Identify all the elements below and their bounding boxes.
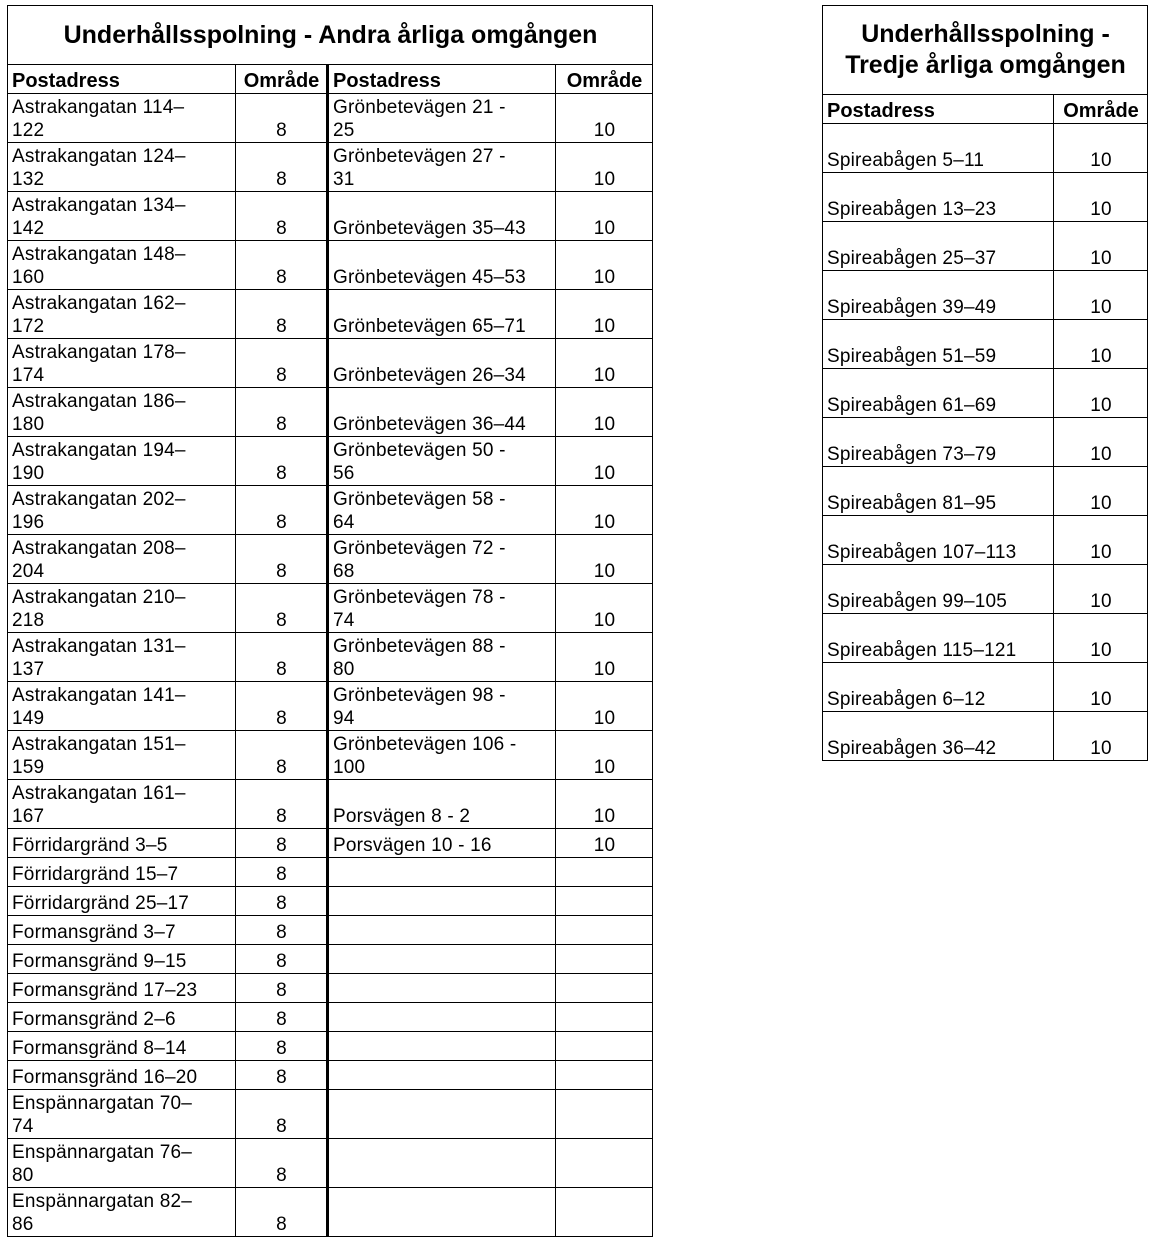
address-cell: Enspännargatan 70– 74 (8, 1090, 236, 1139)
address-cell: Spireabågen 99–105 (823, 565, 1054, 614)
address-cell: Förridargränd 15–7 (8, 858, 236, 887)
address-cell: Grönbetevägen 106 - 100 (328, 731, 556, 780)
area-cell: 10 (556, 437, 653, 486)
area-cell: 10 (556, 731, 653, 780)
address-cell: Astrakangatan 194– 190 (8, 437, 236, 486)
table-row (823, 467, 1148, 516)
area-cell: 8 (236, 94, 328, 143)
tredje-title-line2: Tredje årliga omgången (845, 51, 1126, 79)
area-cell: 10 (1054, 271, 1148, 320)
table-row (823, 271, 1148, 320)
address-cell: Porsvägen 8 - 2 (328, 780, 556, 829)
address-cell: Enspännargatan 76– 80 (8, 1139, 236, 1188)
address-cell: Grönbetevägen 78 - 74 (328, 584, 556, 633)
table-row (8, 486, 653, 535)
table-row (823, 712, 1148, 761)
area-cell: 10 (1054, 222, 1148, 271)
empty-cell (328, 1032, 556, 1061)
area-cell: 8 (236, 192, 328, 241)
table-row (8, 829, 653, 858)
area-cell: 10 (1054, 467, 1148, 516)
area-cell: 10 (1054, 369, 1148, 418)
table-row (823, 173, 1148, 222)
empty-cell (556, 1032, 653, 1061)
address-cell: Formansgränd 16–20 (8, 1061, 236, 1090)
empty-cell (328, 1139, 556, 1188)
table-row (8, 143, 653, 192)
area-cell: 8 (236, 535, 328, 584)
table-row (8, 1003, 653, 1032)
empty-cell (556, 887, 653, 916)
tredje-col-area: Område (1054, 95, 1148, 124)
empty-cell (328, 1188, 556, 1237)
address-cell: Astrakangatan 208– 204 (8, 535, 236, 584)
table-row (8, 731, 653, 780)
table-row (823, 418, 1148, 467)
empty-cell (556, 1061, 653, 1090)
table-row (823, 320, 1148, 369)
andra-col-address-right: Postadress (328, 65, 556, 94)
empty-cell (556, 945, 653, 974)
address-cell: Grönbetevägen 35–43 (328, 192, 556, 241)
address-cell: Astrakangatan 131– 137 (8, 633, 236, 682)
empty-cell (556, 1090, 653, 1139)
address-cell: Spireabågen 107–113 (823, 516, 1054, 565)
table-row (823, 565, 1148, 614)
address-cell: Grönbetevägen 45–53 (328, 241, 556, 290)
address-cell: Astrakangatan 186– 180 (8, 388, 236, 437)
area-cell: 8 (236, 633, 328, 682)
address-cell: Spireabågen 39–49 (823, 271, 1054, 320)
address-cell: Astrakangatan 151– 159 (8, 731, 236, 780)
area-cell: 8 (236, 1090, 328, 1139)
address-cell: Formansgränd 8–14 (8, 1032, 236, 1061)
address-cell: Spireabågen 81–95 (823, 467, 1054, 516)
table-row (823, 663, 1148, 712)
empty-cell (328, 1090, 556, 1139)
empty-cell (556, 1003, 653, 1032)
address-cell: Grönbetevägen 21 - 25 (328, 94, 556, 143)
address-cell: Grönbetevägen 88 - 80 (328, 633, 556, 682)
andra-col-area-right: Område (556, 65, 653, 94)
address-cell: Astrakangatan 141– 149 (8, 682, 236, 731)
area-cell: 10 (1054, 320, 1148, 369)
area-cell: 8 (236, 584, 328, 633)
address-cell: Formansgränd 9–15 (8, 945, 236, 974)
address-cell: Grönbetevägen 98 - 94 (328, 682, 556, 731)
table-row (8, 584, 653, 633)
area-cell: 8 (236, 731, 328, 780)
address-cell: Förridargränd 3–5 (8, 829, 236, 858)
area-cell: 10 (556, 388, 653, 437)
address-cell: Astrakangatan 162– 172 (8, 290, 236, 339)
table-row (8, 339, 653, 388)
address-cell: Formansgränd 2–6 (8, 1003, 236, 1032)
table-row (8, 633, 653, 682)
empty-cell (556, 974, 653, 1003)
empty-cell (328, 1061, 556, 1090)
address-cell: Grönbetevägen 65–71 (328, 290, 556, 339)
area-cell: 10 (556, 290, 653, 339)
address-cell: Grönbetevägen 58 - 64 (328, 486, 556, 535)
table-row (823, 222, 1148, 271)
address-cell: Spireabågen 5–11 (823, 124, 1054, 173)
address-cell: Spireabågen 73–79 (823, 418, 1054, 467)
area-cell: 10 (556, 486, 653, 535)
andra-table-title: Underhållsspolning - Andra årliga omgången (8, 6, 653, 65)
area-cell: 10 (556, 143, 653, 192)
area-cell: 8 (236, 858, 328, 887)
area-cell: 10 (1054, 516, 1148, 565)
table-row (8, 437, 653, 486)
empty-cell (556, 858, 653, 887)
address-cell: Spireabågen 6–12 (823, 663, 1054, 712)
area-cell: 10 (1054, 418, 1148, 467)
area-cell: 10 (556, 192, 653, 241)
table-row (8, 94, 653, 143)
table-row (8, 535, 653, 584)
area-cell: 8 (236, 339, 328, 388)
andra-table-body (8, 94, 653, 1237)
address-cell: Grönbetevägen 36–44 (328, 388, 556, 437)
address-cell: Astrakangatan 210– 218 (8, 584, 236, 633)
empty-cell (328, 858, 556, 887)
area-cell: 10 (556, 241, 653, 290)
address-cell: Astrakangatan 178– 174 (8, 339, 236, 388)
andra-col-address-left: Postadress (8, 65, 236, 94)
area-cell: 8 (236, 1139, 328, 1188)
table-row (8, 1061, 653, 1090)
empty-cell (328, 974, 556, 1003)
area-cell: 8 (236, 1061, 328, 1090)
address-cell: Grönbetevägen 27 - 31 (328, 143, 556, 192)
address-cell: Astrakangatan 202– 196 (8, 486, 236, 535)
table-row (8, 887, 653, 916)
address-cell: Grönbetevägen 72 - 68 (328, 535, 556, 584)
table-row (8, 974, 653, 1003)
table-row (8, 1090, 653, 1139)
area-cell: 10 (556, 682, 653, 731)
table-row (8, 290, 653, 339)
table-row (823, 614, 1148, 663)
area-cell: 8 (236, 780, 328, 829)
area-cell: 8 (236, 486, 328, 535)
area-cell: 10 (556, 94, 653, 143)
address-cell: Porsvägen 10 - 16 (328, 829, 556, 858)
address-cell: Enspännargatan 82– 86 (8, 1188, 236, 1237)
address-cell: Spireabågen 61–69 (823, 369, 1054, 418)
area-cell: 10 (1054, 124, 1148, 173)
area-cell: 10 (1054, 173, 1148, 222)
area-cell: 10 (1054, 614, 1148, 663)
table-row (8, 1139, 653, 1188)
tredje-table-title (823, 6, 1148, 95)
address-cell: Spireabågen 25–37 (823, 222, 1054, 271)
table-row (8, 192, 653, 241)
table-row (8, 916, 653, 945)
table-row (8, 388, 653, 437)
area-cell: 10 (556, 829, 653, 858)
empty-cell (556, 1188, 653, 1237)
andra-omgangen-table (7, 5, 653, 1237)
area-cell: 8 (236, 143, 328, 192)
table-row (823, 369, 1148, 418)
address-cell: Astrakangatan 134– 142 (8, 192, 236, 241)
empty-cell (328, 887, 556, 916)
table-row (8, 945, 653, 974)
address-cell: Astrakangatan 161– 167 (8, 780, 236, 829)
area-cell: 8 (236, 437, 328, 486)
table-row (8, 858, 653, 887)
address-cell: Förridargränd 25–17 (8, 887, 236, 916)
table-row (8, 241, 653, 290)
area-cell: 8 (236, 682, 328, 731)
area-cell: 10 (1054, 712, 1148, 761)
address-cell: Grönbetevägen 50 - 56 (328, 437, 556, 486)
area-cell: 10 (1054, 663, 1148, 712)
area-cell: 8 (236, 916, 328, 945)
address-cell: Spireabågen 13–23 (823, 173, 1054, 222)
address-cell: Astrakangatan 148– 160 (8, 241, 236, 290)
address-cell: Spireabågen 51–59 (823, 320, 1054, 369)
address-cell: Spireabågen 36–42 (823, 712, 1054, 761)
area-cell: 8 (236, 887, 328, 916)
area-cell: 8 (236, 974, 328, 1003)
area-cell: 8 (236, 1032, 328, 1061)
table-row (8, 780, 653, 829)
address-cell: Grönbetevägen 26–34 (328, 339, 556, 388)
area-cell: 10 (556, 535, 653, 584)
area-cell: 8 (236, 829, 328, 858)
tredje-title-line1: Underhållsspolning - (861, 20, 1110, 48)
area-cell: 8 (236, 241, 328, 290)
table-row (823, 516, 1148, 565)
empty-cell (556, 1139, 653, 1188)
area-cell: 8 (236, 945, 328, 974)
area-cell: 8 (236, 1003, 328, 1032)
table-row (823, 124, 1148, 173)
area-cell: 8 (236, 290, 328, 339)
address-cell: Formansgränd 3–7 (8, 916, 236, 945)
area-cell: 8 (236, 388, 328, 437)
empty-cell (328, 1003, 556, 1032)
area-cell: 8 (236, 1188, 328, 1237)
empty-cell (328, 945, 556, 974)
tredje-omgangen-table (822, 5, 1148, 761)
address-cell: Astrakangatan 124– 132 (8, 143, 236, 192)
empty-cell (556, 916, 653, 945)
address-cell: Formansgränd 17–23 (8, 974, 236, 1003)
area-cell: 10 (556, 780, 653, 829)
table-row (8, 1032, 653, 1061)
table-row (8, 1188, 653, 1237)
andra-col-area-left: Område (236, 65, 328, 94)
area-cell: 10 (556, 633, 653, 682)
empty-cell (328, 916, 556, 945)
table-row (8, 682, 653, 731)
tredje-table-body (823, 124, 1148, 761)
address-cell: Astrakangatan 114– 122 (8, 94, 236, 143)
address-cell: Spireabågen 115–121 (823, 614, 1054, 663)
area-cell: 10 (556, 339, 653, 388)
area-cell: 10 (556, 584, 653, 633)
area-cell: 10 (1054, 565, 1148, 614)
tredje-col-address: Postadress (823, 95, 1054, 124)
